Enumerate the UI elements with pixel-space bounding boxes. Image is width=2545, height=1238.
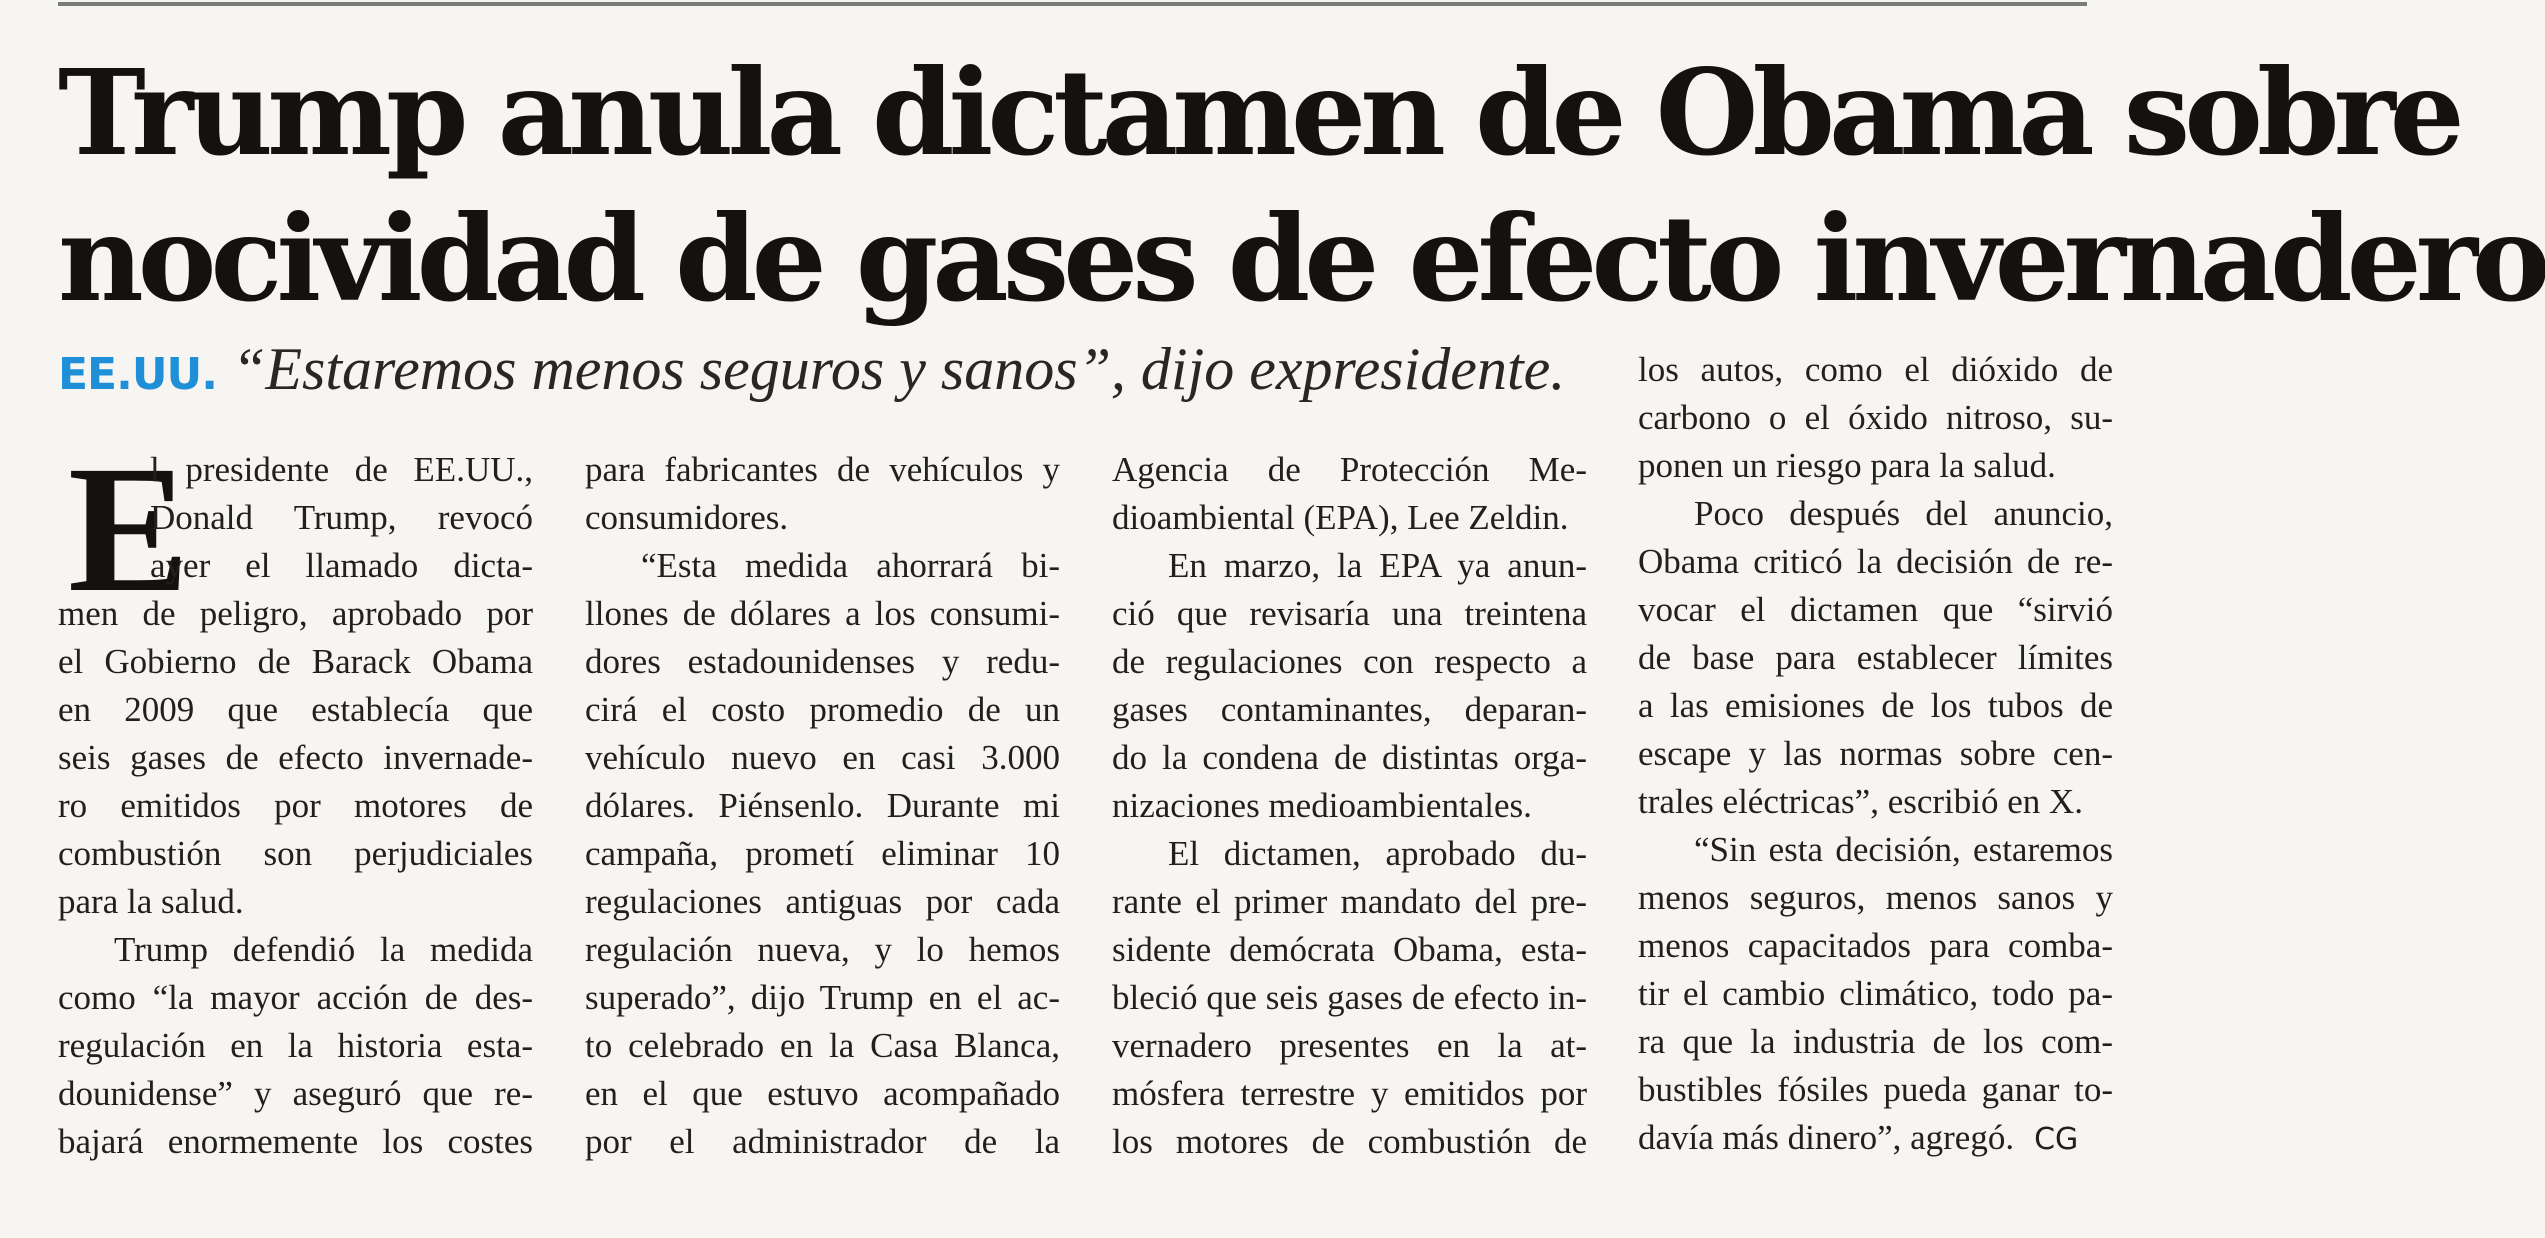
headline [58, 40, 2545, 332]
text-line: menos capacitados para comba- [1638, 926, 2113, 965]
text-line: para la salud. [58, 882, 244, 921]
text-line: rante el primer mandato del pre- [1112, 882, 1587, 921]
text-line [1638, 1114, 2113, 1162]
text-line: men de peligro, aprobado por [58, 594, 533, 633]
text-line: menos seguros, menos sanos y [1638, 878, 2113, 917]
text-line: vehículo nuevo en casi 3.000 [585, 738, 1060, 777]
final-text-line: davía más dinero”, agregó. [1638, 1118, 2015, 1157]
text-line: combustión son perjudiciales [58, 834, 533, 873]
text-line: dounidense” y aseguró que re- [58, 1074, 533, 1113]
text-line: regulación en la historia esta- [58, 1026, 533, 1065]
text-line: carbono o el óxido nitroso, su- [1638, 398, 2113, 437]
text-line: bleció que seis gases de efecto in- [1112, 978, 1587, 1017]
text-line: dólares. Piénsenlo. Durante mi [585, 786, 1060, 825]
article-column-3 [1112, 446, 1587, 1166]
text-line: nizaciones medioambientales. [1112, 786, 1532, 825]
text-line: bajará enormemente los costes [58, 1122, 533, 1161]
text-line: regulaciones antiguas por cada [585, 882, 1060, 921]
text-line: Obama criticó la decisión de re- [1638, 542, 2113, 581]
text-line: regulación nueva, y lo hemos [585, 930, 1060, 969]
text-line: a las emisiones de los tubos de [1638, 686, 2113, 725]
text-line: por el administrador de la [585, 1122, 1060, 1161]
text-line: sidente demócrata Obama, esta- [1112, 930, 1587, 969]
text-line: escape y las normas sobre cen- [1638, 734, 2113, 773]
text-line: do la condena de distintas orga- [1112, 738, 1587, 777]
text-line: “Esta medida ahorrará bi- [641, 546, 1060, 585]
text-line: ro emitidos por motores de [58, 786, 533, 825]
text-line: vernadero presentes en la at- [1112, 1026, 1587, 1065]
article-column-2 [585, 446, 1060, 1166]
text-line: el Gobierno de Barack Obama [58, 642, 533, 681]
section-kicker: EE.UU. [58, 349, 217, 400]
text-line: ció que revisaría una treintena [1112, 594, 1587, 633]
text-line: mósfera terrestre y emitidos por [1112, 1074, 1587, 1113]
text-line: cirá el costo promedio de un [585, 690, 1060, 729]
text-line: en el que estuvo acompañado [585, 1074, 1060, 1113]
text-line: campaña, prometí eliminar 10 [585, 834, 1060, 873]
text-line: En marzo, la EPA ya anun- [1168, 546, 1587, 585]
text-line: tir el cambio climático, todo pa- [1638, 974, 2113, 1013]
text-line: “Sin esta decisión, estaremos [1694, 830, 2113, 869]
subhead [58, 334, 1598, 410]
text-line: para fabricantes de vehículos y [585, 450, 1060, 489]
text-line: Agencia de Protección Me- [1112, 450, 1587, 489]
subhead-text: “Estaremos menos seguros y sanos”, dijo expresidente. [217, 336, 1566, 402]
text-line: trales eléctricas”, escribió en X. [1638, 782, 2084, 821]
text-line: Poco después del anuncio, [1694, 494, 2113, 533]
text-line: ponen un riesgo para la salud. [1638, 446, 2056, 485]
text-line: to celebrado en la Casa Blanca, [585, 1026, 1060, 1065]
text-line: consumidores. [585, 498, 789, 537]
text-line: bustibles fósiles pueda ganar to- [1638, 1070, 2113, 1109]
text-line: en 2009 que establecía que [58, 690, 533, 729]
text-line: dioambiental (EPA), Lee Zeldin. [1112, 498, 1569, 537]
text-line: ra que la industria de los com- [1638, 1022, 2113, 1061]
text-line: vocar el dictamen que “sirvió [1638, 590, 2113, 629]
text-line: superado”, dijo Trump en el ac- [585, 978, 1060, 1017]
text-line: El dictamen, aprobado du- [1168, 834, 1587, 873]
top-rule [58, 2, 2087, 6]
text-line: los motores de combustión de [1112, 1122, 1587, 1161]
text-line: seis gases de efecto invernade- [58, 738, 533, 777]
text-line: como “la mayor acción de des- [58, 978, 533, 1017]
drop-cap: E [68, 429, 190, 630]
text-line: l presidente de EE.UU., [150, 450, 533, 489]
text-line: de base para establecer límites [1638, 638, 2113, 677]
headline-line-1: Trump anula dictamen de Obama sobre [58, 43, 2459, 182]
headline-line-2: nocividad de gases de efecto invernadero [58, 189, 2545, 328]
text-line: Trump defendió la medida [114, 930, 533, 969]
text-line: de regulaciones con respecto a [1112, 642, 1587, 681]
article-column-4 [1638, 346, 2113, 1162]
text-line: Donald Trump, revocó [150, 498, 533, 537]
end-mark: CG [2034, 1122, 2079, 1157]
text-line: dores estadounidenses y redu- [585, 642, 1060, 681]
text-line: ayer el llamado dicta- [150, 546, 533, 585]
text-line: gases contaminantes, deparan- [1112, 690, 1587, 729]
text-line: llones de dólares a los consumi- [585, 594, 1060, 633]
article-column-1 [58, 429, 533, 1166]
text-line: los autos, como el dióxido de [1638, 350, 2113, 389]
